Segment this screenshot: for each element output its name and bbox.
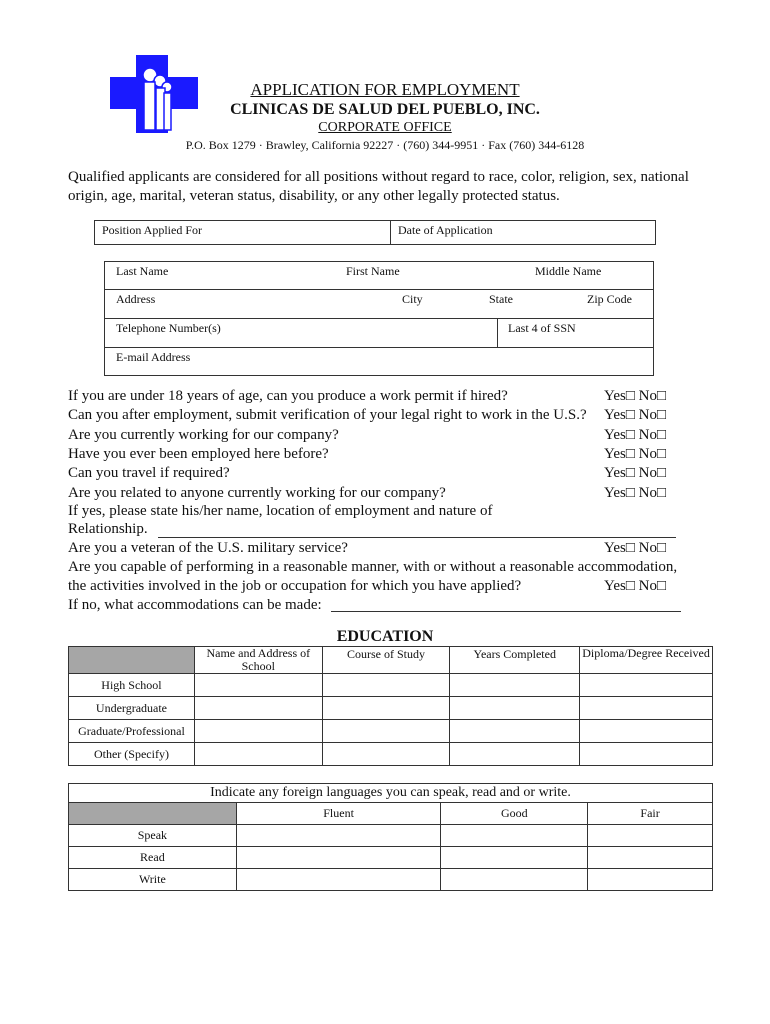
relationship-line[interactable] xyxy=(158,537,676,538)
table-cell[interactable] xyxy=(441,869,588,891)
row-label: High School xyxy=(69,674,195,697)
row-label: Speak xyxy=(69,825,237,847)
table-cell[interactable] xyxy=(450,720,580,743)
table-cell[interactable] xyxy=(580,674,713,697)
languages-table xyxy=(68,783,713,891)
yes-no-checkbox[interactable]: Yes□ No□ xyxy=(604,578,667,594)
table-cell[interactable] xyxy=(588,825,713,847)
column-header: Diploma/Degree Received xyxy=(580,647,713,674)
table-cell[interactable] xyxy=(450,674,580,697)
table-cell[interactable] xyxy=(450,697,580,720)
table-cell[interactable] xyxy=(580,743,713,766)
yes-no-checkbox[interactable]: Yes□ No□ xyxy=(604,388,667,404)
yes-no-checkbox[interactable]: Yes□ No□ xyxy=(604,540,667,556)
question-accommodations: If no, what accommodations can be made: xyxy=(68,597,322,613)
table-cell[interactable] xyxy=(580,720,713,743)
accommodations-line[interactable] xyxy=(331,611,681,612)
yes-no-checkbox[interactable]: Yes□ No□ xyxy=(604,446,667,462)
table-cell[interactable] xyxy=(322,743,450,766)
yes-no-checkbox[interactable]: Yes□ No□ xyxy=(604,407,667,423)
question-capable: Are you capable of performing in a reasonable manner, with or without a reasonable accommodation, xyxy=(68,559,678,575)
question-related: Are you related to anyone currently working for our company? xyxy=(68,485,446,501)
table-cell[interactable] xyxy=(450,743,580,766)
languages-title: Indicate any foreign languages you can speak, read and or write. xyxy=(69,784,713,803)
column-header: Name and Address of School xyxy=(194,647,322,674)
question-work-authorization: Can you after employment, submit verification of your legal right to work in the U.S.? xyxy=(68,407,587,423)
first-name-field[interactable]: First Name xyxy=(346,264,400,278)
ssn-field[interactable]: Last 4 of SSN xyxy=(508,321,576,335)
question-travel: Can you travel if required? xyxy=(68,465,230,481)
position-field[interactable]: Position Applied For xyxy=(102,223,203,237)
question-relative-details: If yes, please state his/her name, location of employment and nature of xyxy=(68,503,493,519)
question-relationship: Relationship. xyxy=(68,521,148,537)
table-cell[interactable] xyxy=(580,697,713,720)
address-field[interactable]: Address xyxy=(116,292,156,306)
table-cell[interactable] xyxy=(588,847,713,869)
table-cell[interactable] xyxy=(322,697,450,720)
education-table xyxy=(68,646,713,766)
column-header: Fair xyxy=(588,803,713,825)
table-cell[interactable] xyxy=(588,869,713,891)
table-cell[interactable] xyxy=(322,720,450,743)
table-cell[interactable] xyxy=(236,825,441,847)
city-field[interactable]: City xyxy=(402,292,423,306)
question-veteran: Are you a veteran of the U.S. military service? xyxy=(68,540,348,556)
column-header: Course of Study xyxy=(322,647,450,674)
row-label: Other (Specify) xyxy=(69,743,195,766)
organization-name: CLINICAS DE SALUD DEL PUEBLO, INC. xyxy=(230,101,540,118)
row-label: Undergraduate xyxy=(69,697,195,720)
table-cell[interactable] xyxy=(236,847,441,869)
email-field[interactable]: E-mail Address xyxy=(116,350,191,364)
table-cell[interactable] xyxy=(322,674,450,697)
table-cell[interactable] xyxy=(194,697,322,720)
table-cell[interactable] xyxy=(441,847,588,869)
date-of-application-field[interactable]: Date of Application xyxy=(398,223,493,237)
equal-opportunity-statement: Qualified applicants are considered for all positions without regard to race, color, religion, sex, national origin, age, marital, veteran status, disability, or any other legally protected status. xyxy=(68,169,689,204)
yes-no-checkbox[interactable]: Yes□ No□ xyxy=(604,465,667,481)
table-cell[interactable] xyxy=(194,720,322,743)
telephone-field[interactable]: Telephone Number(s) xyxy=(116,321,221,335)
zip-field[interactable]: Zip Code xyxy=(587,292,632,306)
column-header: Years Completed xyxy=(450,647,580,674)
form-title: APPLICATION FOR EMPLOYMENT xyxy=(250,80,520,99)
row-label: Read xyxy=(69,847,237,869)
yes-no-checkbox[interactable]: Yes□ No□ xyxy=(604,427,667,443)
question-work-permit: If you are under 18 years of age, can you produce a work permit if hired? xyxy=(68,388,508,404)
education-title: EDUCATION xyxy=(336,628,434,645)
column-header: Fluent xyxy=(236,803,441,825)
education-header-blank xyxy=(69,647,195,674)
office-address: P.O. Box 1279 · Brawley, California 92227 · (760) 344-9951 · Fax (760) 344-6128 xyxy=(185,138,585,152)
yes-no-checkbox[interactable]: Yes□ No□ xyxy=(604,485,667,501)
middle-name-field[interactable]: Middle Name xyxy=(535,264,602,278)
office-label: CORPORATE OFFICE xyxy=(318,120,452,135)
question-capable-cont: the activities involved in the job or occupation for which you have applied? xyxy=(68,578,522,594)
table-cell[interactable] xyxy=(194,674,322,697)
row-label: Graduate/Professional xyxy=(69,720,195,743)
table-cell[interactable] xyxy=(194,743,322,766)
languages-header-blank xyxy=(69,803,237,825)
column-header: Good xyxy=(441,803,588,825)
table-cell[interactable] xyxy=(236,869,441,891)
last-name-field[interactable]: Last Name xyxy=(116,264,169,278)
question-currently-working: Are you currently working for our company? xyxy=(68,427,339,443)
question-employed-before: Have you ever been employed here before? xyxy=(68,446,329,462)
table-cell[interactable] xyxy=(441,825,588,847)
state-field[interactable]: State xyxy=(489,292,513,306)
row-label: Write xyxy=(69,869,237,891)
